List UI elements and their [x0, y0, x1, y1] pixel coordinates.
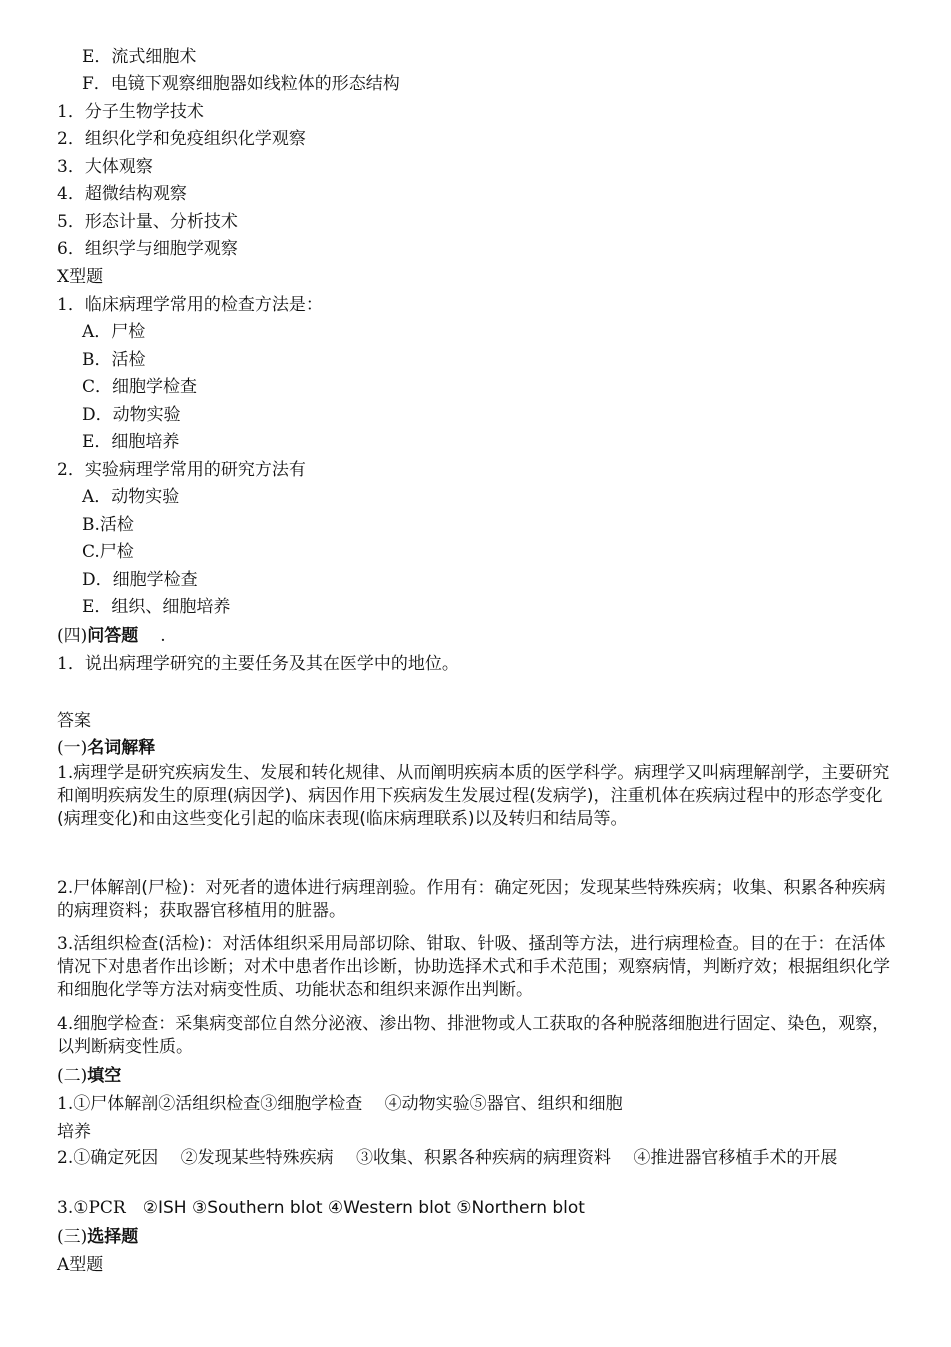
answer-section-2-heading: [57, 1064, 121, 1088]
definition-4: 4.细胞学检查：采集病变部位自然分泌液、渗出物、排泄物或人工获取的各种脱落细胞进行固定、染色，观察，以判断病变性质。: [57, 1014, 890, 1057]
fill-answer-1-cont: 培养: [57, 1122, 91, 1142]
option: B.活检: [82, 515, 134, 535]
list-item: 5．形态计量、分析技术: [57, 212, 238, 232]
section-title: 问答题: [87, 626, 139, 646]
fill-answer-3-b: ②ISH ③Southern blot ④Western blot ⑤Northern blot: [142, 1198, 585, 1218]
list-item: 1．分子生物学技术: [57, 102, 204, 122]
definition-3-text: (活检)：对活体组织采用局部切除、钳取、针吸、搔刮等方法，进行病理检查。目的在于：在活体情况下对患者作出诊断；对术中患者作出诊断，协助选择术式和手术范围；观察病情，判断疗效；根据组织化学和细胞化学等方法对病变性质、功能状态和组织来源作出判断。: [57, 934, 890, 1000]
qa-question-1: 1．说出病理学研究的主要任务及其在医学中的地位。: [57, 654, 459, 674]
option: A．尸检: [82, 322, 146, 342]
option: E．组织、细胞培养: [82, 597, 231, 617]
option: C.尸检: [82, 542, 134, 562]
answer-section-1-heading: [57, 736, 155, 760]
definition-2-text: (尸检)：对死者的遗体进行病理剖验。作用有：确定死因；发现某些特殊疾病；收集、积累各种疾病的病理资料；获取器官移植用的脏器。: [57, 878, 886, 921]
definition-1-cont: (病因学)、病因作用下疾病发生发展过程(发病学)，注重机体在疾病过程中的形态学变化(病理变化)和由这些变化引起的临床表现(临床病理联系)以及转归和结局等。: [57, 786, 883, 829]
list-item: 2．组织化学和免疫组织化学观察: [57, 129, 306, 149]
fill-answer-3: [57, 1196, 585, 1220]
x-type-heading: X型题: [57, 267, 104, 287]
option: D．细胞学检查: [82, 570, 198, 590]
section-prefix: (二): [57, 1066, 88, 1086]
definition-2: [57, 877, 899, 923]
a-type-heading: A型题: [57, 1255, 104, 1275]
list-item: 3．大体观察: [57, 157, 153, 177]
option: B．活检: [82, 350, 146, 370]
x-question-1: 1．临床病理学常用的检查方法是：: [57, 295, 323, 315]
definition-1: [57, 762, 899, 831]
option: E．细胞培养: [82, 432, 180, 452]
answer-section-3-heading: [57, 1225, 138, 1249]
section-title: 选择题: [87, 1227, 139, 1247]
answers-heading: 答案: [57, 711, 91, 731]
section-title: 名词解释: [87, 738, 156, 758]
option-f: F．电镜下观察细胞器如线粒体的形态结构: [82, 74, 400, 94]
section-prefix: (四): [57, 626, 88, 646]
definition-3: [57, 933, 899, 1002]
option-e: E．流式细胞术: [82, 47, 197, 67]
section-prefix: (三): [57, 1227, 88, 1247]
list-item: 6．组织学与细胞学观察: [57, 239, 238, 259]
section-title: 填空: [87, 1066, 122, 1086]
option: A．动物实验: [82, 487, 180, 507]
section-dot: .: [160, 626, 166, 646]
fill-answer-1: 1.①尸体解剖②活组织检查③细胞学检查 ④动物实验⑤器官、组织和细胞: [57, 1094, 623, 1114]
x-question-2: 2．实验病理学常用的研究方法有: [57, 460, 306, 480]
option: C．细胞学检查: [82, 377, 198, 397]
definition-2-term: 2.尸体解剖: [57, 878, 142, 898]
fill-answer-2: 2.①确定死因 ②发现某些特殊疾病 ③收集、积累各种疾病的病理资料 ④推进器官移植手术的开展: [57, 1148, 838, 1168]
definition-1-text: 1.病理学是研究疾病发生、发展和转化规律、从而阐明疾病本质的医学科学。病理学又叫病理解剖学，主要研究和阐明疾病发生的原理: [57, 763, 890, 806]
qa-section-heading: [57, 624, 166, 648]
section-prefix: (一): [57, 738, 88, 758]
fill-answer-3-a: 3.①PCR: [57, 1198, 143, 1218]
definition-3-term: 3.活组织检查: [57, 934, 159, 954]
option: D．动物实验: [82, 405, 181, 425]
list-item: 4．超微结构观察: [57, 184, 187, 204]
